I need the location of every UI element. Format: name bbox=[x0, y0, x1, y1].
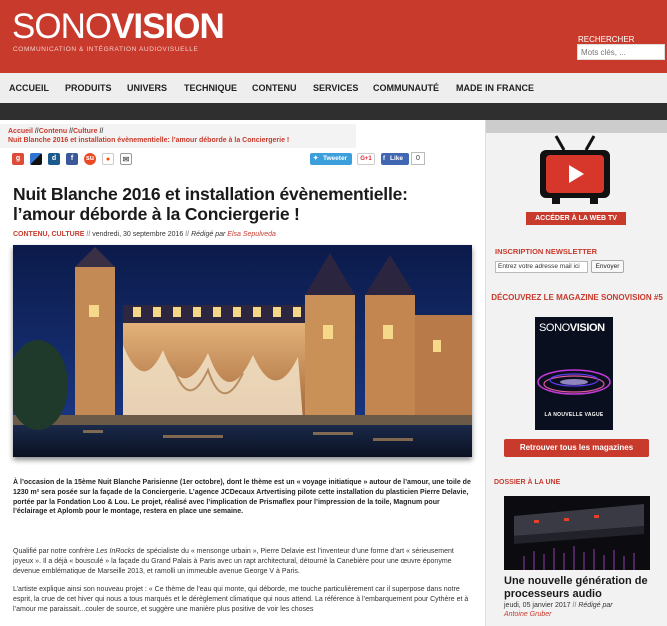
breadcrumb bbox=[8, 127, 353, 145]
dossier-author-prefix: Rédigé par bbox=[578, 602, 613, 609]
main-nav bbox=[0, 73, 667, 103]
meta-sep: // bbox=[572, 602, 577, 609]
site-header bbox=[0, 0, 667, 73]
site-logo[interactable] bbox=[12, 8, 224, 46]
search-input[interactable] bbox=[577, 44, 665, 60]
article-author[interactable]: Elsa Sepulveda bbox=[227, 231, 276, 238]
fb-thumb-icon: f bbox=[383, 156, 385, 162]
nav-item-univers[interactable]: UNIVERS bbox=[127, 83, 168, 93]
site-tagline: COMMUNICATION & INTÉGRATION AUDIOVISUELLE bbox=[13, 46, 199, 53]
email-icon[interactable]: ✉ bbox=[120, 153, 132, 165]
facebook-icon[interactable]: f bbox=[66, 153, 78, 165]
nav-item-produits[interactable]: PRODUITS bbox=[65, 83, 112, 93]
fb-like-button[interactable] bbox=[381, 153, 409, 165]
logo-part-vision: VISION bbox=[111, 7, 224, 46]
magazine-logo bbox=[539, 322, 605, 334]
para1-emphasis: Les InRocks bbox=[96, 548, 135, 555]
nav-dark-strip bbox=[0, 103, 667, 120]
para1-text-a: Qualifié par notre confrère bbox=[13, 548, 97, 555]
sidebar bbox=[485, 120, 667, 626]
dossier-meta bbox=[504, 601, 664, 619]
tweet-button[interactable] bbox=[310, 153, 352, 165]
article-paragraph-2: L’artiste explique ainsi son nouveau projet : « Ce thème de l’eau qui monte, qui déborde, me touche particulièrement car il superpose dans notre esprit, la crue de cet hiver qui nous a tous marqués et le dérèglement climatique qui nous attend. La référence à l’embarquement pour Cythère et à l’amour me paraissait...couler de source, et suggère une manière plus positive de voir les choses bbox=[13, 586, 469, 613]
magazine-logo-vision: VISION bbox=[569, 322, 605, 334]
breadcrumb-sep: // bbox=[99, 128, 104, 135]
magazine-tagline: LA NOUVELLE VAGUE bbox=[544, 412, 604, 418]
fb-like-count: 0 bbox=[411, 152, 425, 165]
google-icon[interactable]: g bbox=[12, 153, 24, 165]
breadcrumb-sep: // bbox=[34, 128, 39, 135]
breadcrumb-current: Nuit Blanche 2016 et installation évènementielle: l’amour déborde à la Conciergerie ! bbox=[8, 137, 290, 144]
audio-processor-illustration bbox=[504, 496, 650, 570]
digg-icon[interactable]: d bbox=[48, 153, 60, 165]
web-tv-icon[interactable] bbox=[538, 132, 612, 222]
search-label: RECHERCHER bbox=[578, 35, 635, 44]
article-title: Nuit Blanche 2016 et installation évènementielle: l’amour déborde à la Conciergerie ! bbox=[13, 184, 408, 224]
gplus-button[interactable]: G+1 bbox=[357, 153, 375, 165]
magazine-logo-sono: SONO bbox=[539, 322, 570, 334]
newsletter-email-input[interactable]: Entrez votre adresse mail ici bbox=[495, 261, 588, 273]
article-meta bbox=[13, 231, 473, 238]
article-paragraph-1 bbox=[13, 547, 471, 576]
para1-text-b: de spécialiste du « mensonge urbain », Pierre Delavie est l’inventeur d’une forme d’art « sérieusement joyeux ». Il a déjà « bousculé » la façade du Grand Palais à Paris avec un rapt architectural, détourné la Canebière pour une œuvre éponyme devenue emblématique de Marseille 2013, et ramolli un immeuble avenue George V à Paris. bbox=[13, 548, 454, 575]
twitter-icon: ✦ bbox=[313, 155, 319, 162]
dossier-label: DOSSIER À LA UNE bbox=[494, 479, 561, 486]
article-date: vendredi, 30 septembre 2016 bbox=[92, 231, 184, 238]
magazine-cover[interactable] bbox=[535, 317, 613, 430]
nav-item-accueil[interactable]: ACCUEIL bbox=[9, 83, 49, 93]
logo-part-sono: SONO bbox=[12, 7, 112, 46]
tweet-label: Tweeter bbox=[323, 155, 348, 162]
article-photo bbox=[13, 245, 472, 457]
reddit-icon[interactable]: ● bbox=[102, 153, 114, 165]
breadcrumb-culture[interactable]: Culture bbox=[72, 128, 98, 135]
dossier-date: jeudi, 05 janvier 2017 bbox=[504, 602, 571, 609]
all-magazines-button[interactable]: Retrouver tous les magazines bbox=[504, 439, 649, 457]
nav-item-made-in-france[interactable]: MADE IN FRANCE bbox=[456, 83, 534, 93]
author-prefix: Rédigé par bbox=[191, 231, 226, 238]
breadcrumb-home[interactable]: Accueil bbox=[8, 128, 33, 135]
article-categories[interactable]: CONTENU, CULTURE bbox=[13, 231, 85, 238]
conciergerie-illustration bbox=[13, 245, 472, 457]
web-tv-button[interactable]: ACCÉDER À LA WEB TV bbox=[526, 212, 626, 225]
nav-item-technique[interactable]: TECHNIQUE bbox=[184, 83, 238, 93]
delicious-icon[interactable] bbox=[30, 153, 42, 165]
nav-item-contenu[interactable]: CONTENU bbox=[252, 83, 297, 93]
dossier-author[interactable]: Antoine Gruber bbox=[504, 611, 552, 618]
fb-like-label: Like bbox=[390, 155, 404, 162]
nav-item-services[interactable]: SERVICES bbox=[313, 83, 359, 93]
nav-item-communaute[interactable]: COMMUNAUTÉ bbox=[373, 83, 439, 93]
dossier-title[interactable]: Une nouvelle génération de processeurs audio bbox=[504, 575, 648, 600]
stumbleupon-icon[interactable]: su bbox=[84, 153, 96, 165]
magazine-title: DÉCOUVREZ LE MAGAZINE SONOVISION #5 bbox=[491, 293, 663, 302]
breadcrumb-contenu[interactable]: Contenu bbox=[38, 128, 68, 135]
dossier-image[interactable] bbox=[504, 496, 650, 570]
article-intro: À l’occasion de la 15ème Nuit Blanche Parisienne (1er octobre), dont le thème est un « voyage initiatique » autour de l’amour, une toile de 1230 m² sera posée sur la façade de la Conciergerie. L’agence JCDecaux Artvertising pilote cette installation du plasticien Pierre Delavie, portée par la Fondation Loo & Lou. Le projet, réalisé avec l’implication de Prismaflex pour l’impression de la toile, Magnum pour l’éclairage et Aplomb pour le montage, restera en place une semaine. bbox=[13, 479, 471, 516]
meta-sep: // bbox=[185, 231, 190, 238]
breadcrumb-sep: // bbox=[69, 128, 73, 135]
newsletter-submit-button[interactable]: Envoyer bbox=[591, 260, 624, 273]
newsletter-title: INSCRIPTION NEWSLETTER bbox=[495, 247, 598, 256]
meta-sep: // bbox=[86, 231, 91, 238]
